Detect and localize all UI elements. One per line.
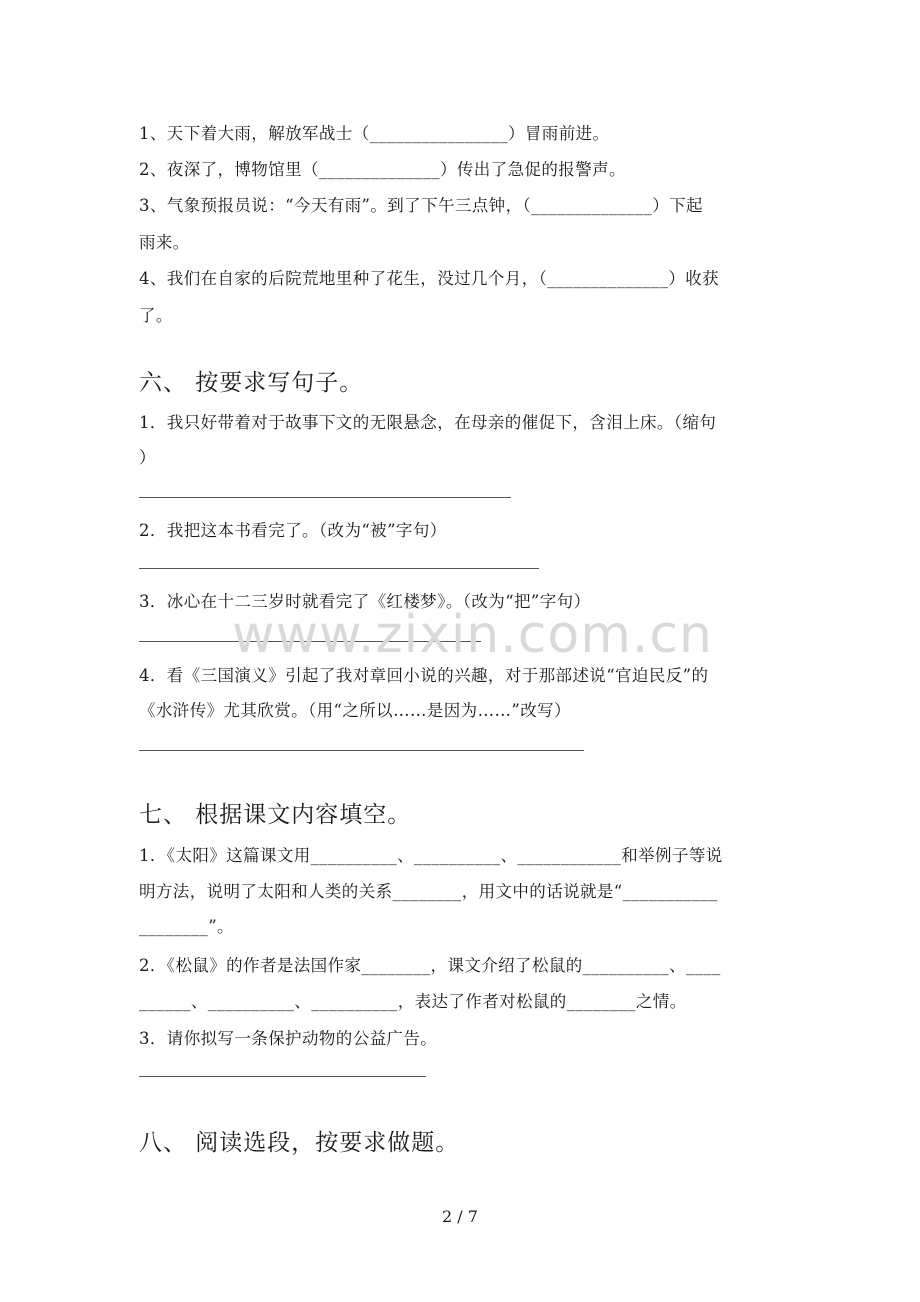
answer-line [139, 568, 539, 569]
s6-question-1-line2: ） [139, 448, 156, 467]
watermark: www.zixin.com.cn [232, 605, 713, 665]
s7-question-2-line1: 2．《松鼠》的作者是法国作家________，课文介绍了松鼠的__________、____ [139, 956, 721, 975]
s6-question-2: 2．我把这本书看完了。（改为“被”字句） [139, 521, 447, 540]
s5-question-4-line2: 了。 [139, 306, 173, 325]
section-6-heading: 六、 按要求写句子。 [139, 370, 364, 396]
s6-question-1-line1: 1．我只好带着对于故事下文的无限悬念，在母亲的催促下，含泪上床。（缩句 [139, 413, 717, 432]
s7-question-3: 3．请你拟写一条保护动物的公益广告。 [139, 1029, 438, 1048]
s7-question-1-line1: 1．《太阳》这篇课文用__________、__________、____________和举例子等说 [139, 846, 723, 865]
s6-question-4-line2: 《水浒传》尤其欣赏。（用“之所以……是因为……”改写） [139, 701, 571, 720]
s5-question-2: 2、夜深了，博物馆里（______________）传出了急促的报警声。 [139, 160, 626, 179]
s7-question-2-line2: ______、__________、__________，表达了作者对松鼠的________之情。 [139, 992, 687, 1011]
answer-line [139, 497, 511, 498]
s5-question-3-line1: 3、气象预报员说：“今天有雨”。到了下午三点钟，（______________）下起 [139, 196, 703, 215]
s7-question-1-line3: ________”。 [139, 917, 234, 936]
s5-question-3-line2: 雨来。 [139, 233, 190, 252]
s6-question-4-line1: 4．看《三国演义》引起了我对章回小说的兴趣，对于那部述说“官迫民反”的 [139, 666, 709, 685]
section-8-heading: 八、 阅读选段，按要求做题。 [139, 1130, 460, 1156]
s5-question-1: 1、天下着大雨，解放军战士（________________）冒雨前进。 [139, 124, 610, 143]
answer-line [139, 750, 584, 751]
s7-question-1-line2: 明方法，说明了太阳和人类的关系________，用文中的话说就是“___________ [139, 882, 718, 901]
answer-line [139, 1076, 426, 1077]
section-7-heading: 七、 根据课文内容填空。 [139, 802, 412, 828]
s6-question-3: 3．冰心在十二三岁时就看完了《红楼梦》。（改为“把”字句） [139, 592, 591, 611]
page-number: 2 / 7 [442, 1207, 478, 1226]
s5-question-4-line1: 4、我们在自家的后院荒地里种了花生，没过几个月，（______________）收获 [139, 269, 720, 288]
